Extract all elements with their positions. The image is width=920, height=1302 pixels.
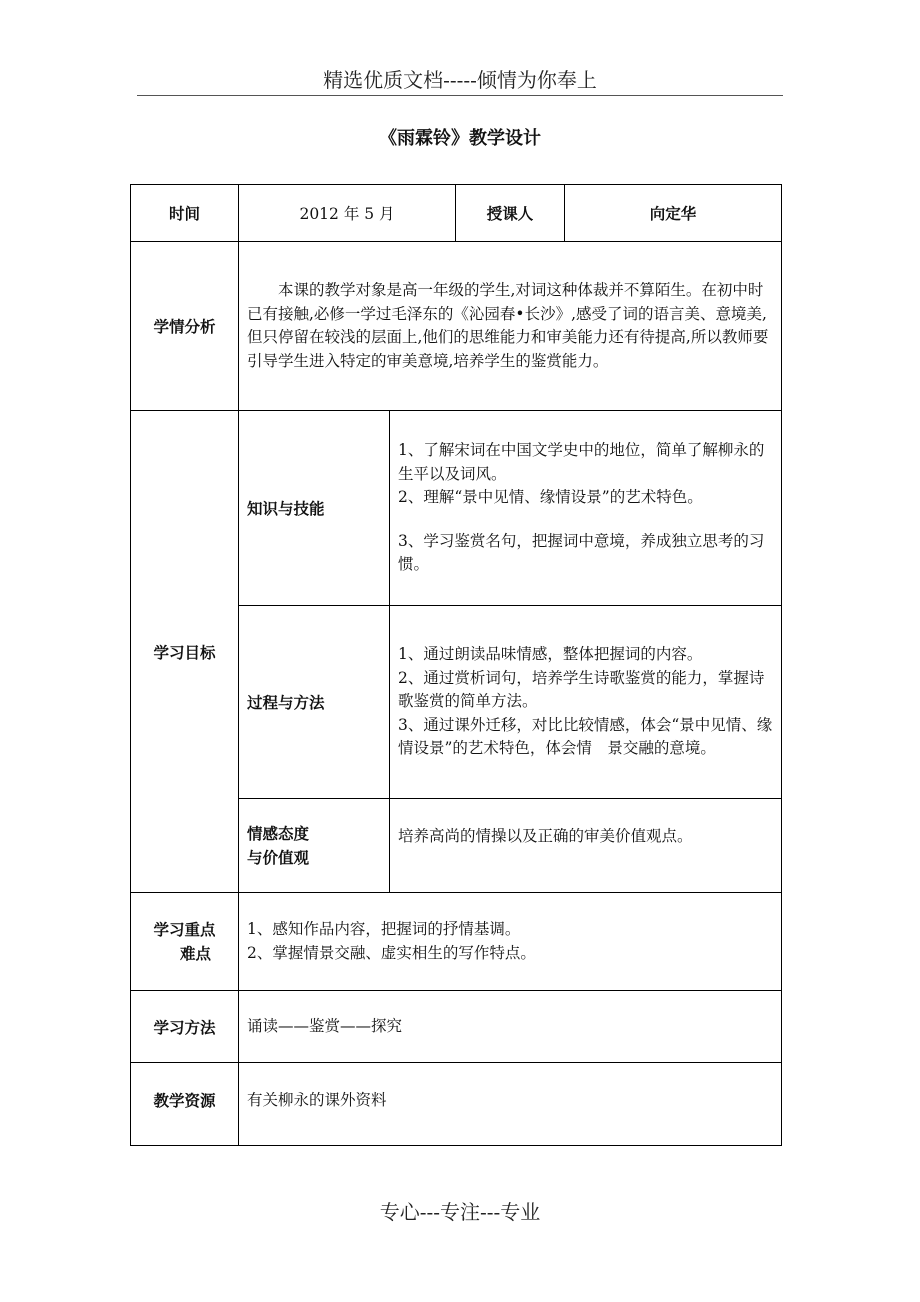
resources-row	[131, 1063, 782, 1146]
knowledge-item-1: 1、了解宋词在中国文学史中的地位，简单了解柳永的生平以及词风。	[398, 441, 765, 483]
time-value: 2012 年 5 月	[239, 185, 456, 242]
process-item-3: 3、通过课外迁移，对比比较情感，体会“景中见情、缘情设景”的艺术特色，体会情 景交融的意境。	[398, 715, 773, 758]
attitude-cell	[390, 799, 782, 893]
key-points-label	[131, 893, 239, 991]
teacher-value: 向定华	[565, 185, 782, 242]
analysis-row	[131, 242, 782, 411]
knowledge-label: 知识与技能	[239, 411, 390, 606]
key-points-row	[131, 893, 782, 991]
process-item-2: 2、通过赏析词句，培养学生诗歌鉴赏的能力，掌握诗歌鉴赏的简单方法。	[398, 668, 765, 711]
knowledge-item-3: 3、学习鉴赏名句，把握词中意境，养成独立思考的习惯。	[398, 531, 765, 574]
key-points-label-line1: 学习重点	[153, 920, 216, 939]
info-row	[131, 185, 782, 242]
knowledge-item-2: 2、理解“景中见情、缘情设景”的艺术特色。	[398, 488, 703, 507]
knowledge-spacer	[398, 510, 773, 530]
process-item-1: 1、通过朗读品味情感，整体把握词的内容。	[398, 645, 703, 664]
analysis-label: 学情分析	[131, 242, 239, 411]
objectives-label: 学习目标	[131, 411, 239, 893]
attitude-label-line2: 与价值观	[247, 848, 310, 867]
process-cell	[390, 606, 782, 799]
attitude-text: 培养高尚的情操以及正确的审美价值观点。	[398, 827, 693, 845]
methods-text: 诵读——鉴赏——探究	[239, 991, 782, 1063]
header-rule	[137, 95, 783, 96]
attitude-label-line1: 情感态度	[247, 824, 310, 843]
process-label: 过程与方法	[239, 606, 390, 799]
methods-label: 学习方法	[131, 991, 239, 1063]
key-point-1: 1、感知作品内容，把握词的抒情基调。	[247, 920, 521, 938]
key-points-label-line2: 难点	[179, 944, 211, 963]
key-points-cell	[239, 893, 782, 991]
lesson-plan-table	[130, 184, 782, 1146]
page-footer: 专心---专注---专业	[379, 1200, 541, 1224]
analysis-cell	[239, 242, 782, 411]
resources-label: 教学资源	[131, 1063, 239, 1146]
attitude-label	[239, 799, 390, 893]
resources-text: 有关柳永的课外资料	[239, 1063, 782, 1146]
key-point-2: 2、掌握情景交融、虚实相生的写作特点。	[247, 943, 536, 962]
teacher-label: 授课人	[456, 185, 565, 242]
page-header: 精选优质文档-----倾情为你奉上	[323, 68, 597, 92]
knowledge-cell	[390, 411, 782, 606]
time-label: 时间	[131, 185, 239, 242]
analysis-text: 本课的教学对象是高一年级的学生,对词这种体裁并不算陌生。在初中时已有接触,必修一学过毛泽东的《沁园春•长沙》,感受了词的语言美、意境美,但只停留在较浅的层面上,他们的思维能力和审美能力还有待提高,所以教师要引导学生进入特定的审美意境,培养学生的鉴赏能力。	[247, 281, 769, 370]
document-title: 《雨霖铃》教学设计	[379, 128, 541, 149]
methods-row	[131, 991, 782, 1063]
knowledge-row	[131, 411, 782, 606]
